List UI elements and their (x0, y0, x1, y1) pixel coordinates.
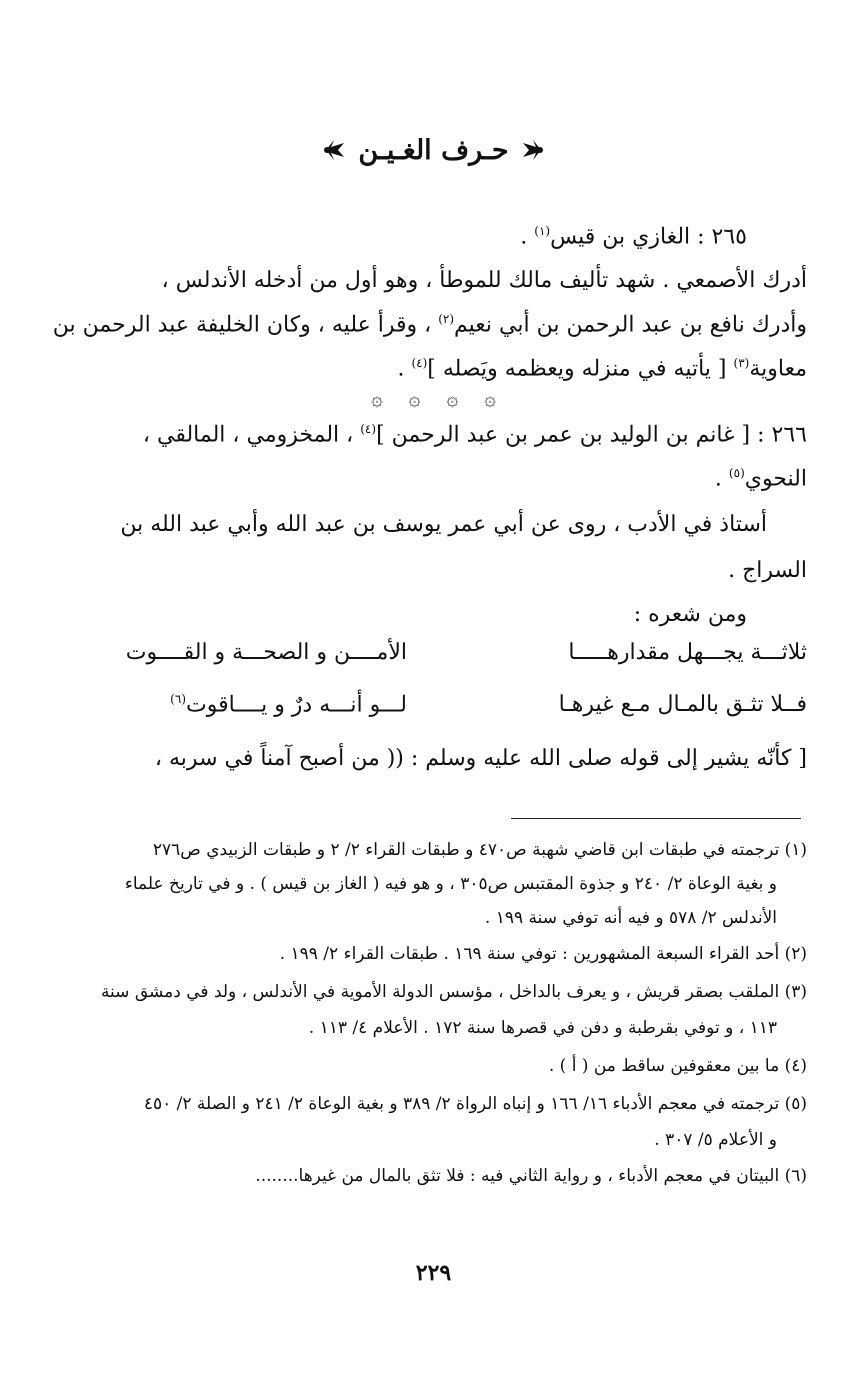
footnote-1-line-3: الأندلس ٢/ ٥٧٨ و فيه أنه توفي سنة ١٩٩ . (484, 908, 777, 928)
star-ornament-icon: ۞ (408, 386, 421, 410)
page-number: ٢٢٩ (415, 1260, 452, 1286)
chapter-heading (0, 128, 867, 172)
footnote-divider (511, 818, 801, 819)
section-separator (0, 386, 867, 410)
entry-265-line-2: وأدرك نافع بن عبد الرحمن بن أبي نعيم$^{(٢)}$ ، وقرأ عليه ، وكان الخليفة عبد الرحمن بن (52, 312, 807, 338)
footnote-1-line-2: و بغية الوعاة ٢/ ٢٤٠ و جذوة المقتبس ص٣٠٥ ، و هو فيه ( الغاز بن قيس ) . و في تاريخ علماء (124, 874, 777, 894)
entry-266-line-1: أستاذ في الأدب ، روى عن أبي عمر يوسف بن عبد الله وأبي عبد الله بن (120, 512, 767, 537)
star-ornament-icon: ۞ (484, 386, 496, 410)
star-ornament-icon: ۞ (371, 386, 383, 410)
ornament-left-icon (322, 135, 348, 165)
footnote-5-line-2: و الأعلام ٥/ ٣٠٧ . (654, 1130, 777, 1150)
footnote-2: (٢) أحد القراء السبعة المشهورين : توفي سنة ١٦٩ . طبقات القراء ٢/ ١٩٩ . (279, 944, 807, 964)
chapter-title: حـرف الغـيـن (358, 134, 509, 166)
closing-line: [ كأنّه يشير إلى قوله صلى الله عليه وسلم : (( من أصبح آمناً في سربه ، (154, 746, 807, 771)
footnote-4: (٤) ما بين معقوفين ساقط من ( أ ) . (548, 1056, 807, 1076)
ornament-right-icon (519, 135, 545, 165)
verse-1-second-hemistich: الأمــــن و الصحـــة و القــــوت (125, 640, 407, 665)
footnote-6: (٦) البيتان في معجم الأدباء ، و رواية الثاني فيه : فلا تثق بالمال من غيرها........ (255, 1166, 807, 1186)
poetry-intro: ومن شعره : (633, 602, 747, 627)
footnote-1-line-1: (١) ترجمته في طبقات ابن قاضي شهبة ص٤٧٠ و طبقات القراء ٢/ ٢ و طبقات الزبيدي ص٢٧٦ (152, 840, 807, 860)
entry-266-heading-cont: النحوي$^{(٥)}$ . (714, 466, 807, 492)
footnote-5-line-1: (٥) ترجمته في معجم الأدباء ١٦/ ١٦٦ و إنباه الرواة ٢/ ٣٨٩ و بغية الوعاة ٢/ ٢٤١ و الصلة ٢/ ٤٥٠ (143, 1094, 807, 1114)
footnote-3-line-1: (٣) الملقب بصقر قريش ، و يعرف بالداخل ، مؤسس الدولة الأموية في الأندلس ، ولد في دمشق سنة (100, 982, 807, 1002)
entry-265-heading: ٢٦٥ : الغازي بن قيس$^{(١)}$ . (520, 224, 747, 250)
verse-1-first-hemistich: ثلاثـــة يجـــهل مقدارهـــــا (568, 640, 807, 665)
entry-265-line-3: معاوية$^{(٣)}$ [ يأتيه في منزله ويعظمه ويَصله ]$^{(٤)}$ . (397, 356, 807, 382)
verse-2-second-hemistich: لـــو أنـــه درٌ و يــــاقوت$^{(٦)}$ (170, 692, 407, 718)
entry-266-heading: ٢٦٦ : [ غانم بن الوليد بن عمر بن عبد الرحمن ]$^{(٤)}$ ، المخزومي ، المالقي ، (142, 422, 807, 448)
entry-266-line-2: السراج . (728, 558, 807, 583)
verse-2-first-hemistich: فــلا تثـق بالمـال مـع غيرهـا (558, 692, 807, 717)
entry-265-line-1: أدرك الأصمعي . شهد تأليف مالك للموطأ ، وهو أول من أدخله الأندلس ، (161, 268, 807, 293)
star-ornament-icon: ۞ (446, 386, 459, 410)
footnote-3-line-2: ١١٣ ، و توفي بقرطبة و دفن في قصرها سنة ١٧٢ . الأعلام ٤/ ١١٣ . (308, 1018, 777, 1038)
